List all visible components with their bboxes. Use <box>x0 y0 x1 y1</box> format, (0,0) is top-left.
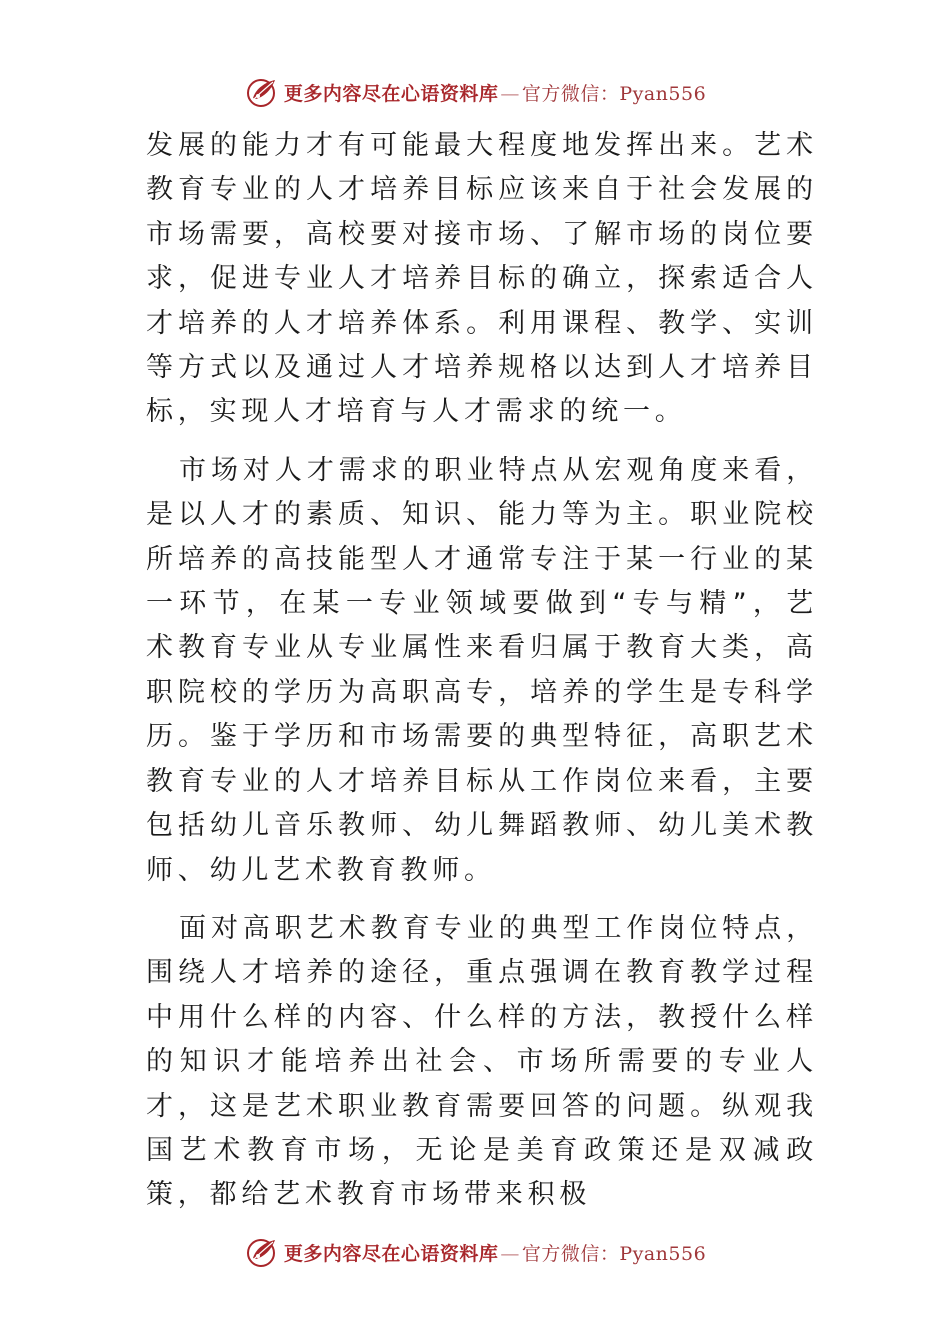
watermark-text <box>284 79 706 106</box>
watermark-brand: 更多内容尽在心语资料库 <box>283 82 499 105</box>
paragraph-2: 市场对人才需求的职业特点从宏观角度来看，是以人才的素质、知识、能力等为主。职业院校所培养的高技能型人才通常专注于某一行业的某一环节，在某一专业领域要做到“专与精”，艺术教育专业从专业属性来看归属于教育大类，高职院校的学历为高职高专，培养的学生是专科学历。鉴于学历和市场需要的典型特征，高职艺术教育专业的人才培养目标从工作岗位来看，主要包括幼儿音乐教师、幼儿舞蹈教师、幼儿美术教师、幼儿艺术教育教师。 <box>146 454 818 886</box>
header-watermark <box>0 72 950 112</box>
paragraph-1: 发展的能力才有可能最大程度地发挥出来。艺术教育专业的人才培养目标应该来自于社会发展的市场需要，高校要对接市场、了解市场的岗位要求，促进专业人才培养目标的确立，探索适合人才培养的人才培养体系。利用课程、教学、实训等方式以及通过人才培养规格以达到人才培养目标，实现人才培育与人才需求的统一。 <box>146 130 818 428</box>
watermark-text <box>284 1239 706 1266</box>
leaf-logo-icon <box>244 1234 280 1270</box>
footer-watermark <box>0 1232 950 1272</box>
watermark-separator: — <box>500 82 520 105</box>
watermark-separator: — <box>500 1242 520 1265</box>
watermark-contact: 官方微信：Pyan556 <box>521 1242 707 1265</box>
watermark-contact: 官方微信：Pyan556 <box>521 82 707 105</box>
paragraph-3: 面对高职艺术教育专业的典型工作岗位特点，围绕人才培养的途径，重点强调在教育教学过程中用什么样的内容、什么样的方法，教授什么样的知识才能培养出社会、市场所需要的专业人才，这是艺术职业教育需要回答的问题。纵观我国艺术教育市场，无论是美育政策还是双减政策，都给艺术教育市场带来积极 <box>146 912 818 1211</box>
document-body <box>146 124 818 1218</box>
leaf-logo-icon <box>244 74 280 110</box>
watermark-brand: 更多内容尽在心语资料库 <box>283 1242 499 1265</box>
